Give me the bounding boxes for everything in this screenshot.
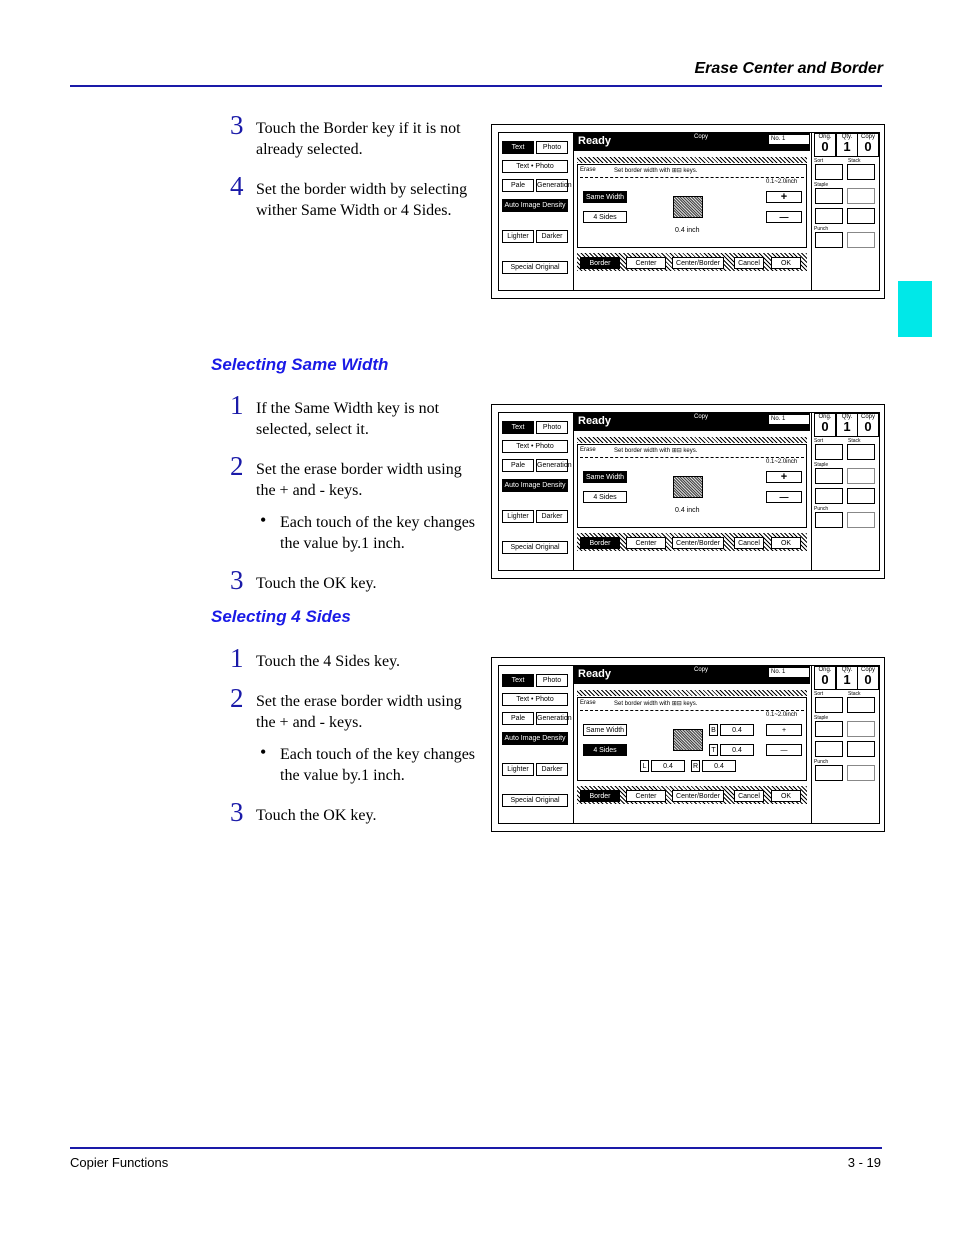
- erase-panel: [577, 164, 807, 248]
- bottom-side-value[interactable]: 0.4: [720, 724, 754, 736]
- text-mode-button[interactable]: Text: [502, 141, 534, 154]
- staple-label: Staple: [814, 182, 829, 188]
- hatch-band: [577, 690, 807, 696]
- range-text: 0.1~2.0inch: [766, 712, 798, 718]
- status-bar: [574, 666, 810, 684]
- text-photo-mode-button[interactable]: Text • Photo: [502, 440, 568, 453]
- left-side-key[interactable]: L: [640, 760, 649, 772]
- step-4-border-width: [230, 171, 485, 221]
- ok-button[interactable]: OK: [771, 537, 801, 549]
- right-side-value[interactable]: 0.4: [702, 760, 736, 772]
- pale-mode-button[interactable]: Pale: [502, 459, 534, 472]
- punch-top-icon[interactable]: [847, 765, 875, 781]
- sort-label: Sort: [814, 158, 824, 164]
- center-border-tab[interactable]: Center/Border: [672, 257, 724, 269]
- paper-preview-icon: [673, 729, 703, 751]
- staple-top-icon[interactable]: [815, 468, 843, 484]
- four-sides-bullet: [260, 742, 485, 786]
- staple-side-icon[interactable]: [847, 488, 875, 504]
- punch-top-icon[interactable]: [847, 512, 875, 528]
- screen-frame: [498, 665, 880, 824]
- status-bar: [574, 413, 810, 431]
- staple-double-icon[interactable]: [847, 188, 875, 204]
- step-text: Set the border width by selecting wither Same Width or 4 Sides.: [256, 181, 468, 219]
- four-sides-step-1: [230, 643, 485, 673]
- copy-counter: Copy 0: [857, 666, 879, 690]
- chapter-tab: [898, 281, 932, 337]
- quantity-counter: Qty. 1: [836, 666, 858, 690]
- main-panel: [574, 133, 810, 290]
- step-text: Touch the 4 Sides key.: [256, 653, 401, 670]
- stack-label: Stack: [848, 691, 861, 697]
- staple-corner-icon[interactable]: [815, 208, 843, 224]
- original-counter: Orig. 0: [814, 666, 836, 690]
- top-side-value[interactable]: 0.4: [720, 744, 754, 756]
- step-number: 1: [230, 390, 244, 420]
- stack-icon[interactable]: [847, 697, 875, 713]
- text-photo-mode-button[interactable]: Text • Photo: [502, 160, 568, 173]
- step-text: Touch the OK key.: [256, 807, 377, 824]
- sort-label: Sort: [814, 691, 824, 697]
- darker-button[interactable]: Darker: [536, 510, 568, 523]
- darker-button[interactable]: Darker: [536, 230, 568, 243]
- quantity-counter: Qty. 1: [836, 413, 858, 437]
- erase-label: Erase: [580, 447, 596, 453]
- four-sides-step-2: [230, 683, 485, 733]
- copy-mode-label: Copy: [694, 134, 709, 140]
- generation-mode-button[interactable]: Generation: [536, 712, 568, 725]
- step-number: 3: [230, 565, 244, 595]
- bullet-glyph: •: [260, 742, 267, 762]
- same-width-step-1: [230, 390, 485, 440]
- special-original-button[interactable]: Special Original: [502, 261, 568, 274]
- lighter-button[interactable]: Lighter: [502, 763, 534, 776]
- range-text: 0.1~2.0inch: [766, 459, 798, 465]
- staple-corner-icon[interactable]: [815, 488, 843, 504]
- status-ready: Ready: [578, 668, 612, 680]
- staple-side-icon[interactable]: [847, 208, 875, 224]
- footer-page-number: 3 - 19: [847, 1155, 881, 1170]
- screen-frame: [498, 132, 880, 291]
- same-width-button[interactable]: Same Width: [583, 191, 627, 203]
- lighter-button[interactable]: Lighter: [502, 510, 534, 523]
- punch-left-icon[interactable]: [815, 232, 843, 248]
- main-panel: [574, 413, 810, 570]
- four-sides-step-3: [230, 797, 485, 827]
- left-side-value[interactable]: 0.4: [651, 760, 685, 772]
- instruction-text: Set border width with ⊞⊟ keys.: [614, 701, 698, 707]
- punch-top-icon[interactable]: [847, 232, 875, 248]
- cancel-button[interactable]: Cancel: [734, 790, 764, 802]
- staple-label: Staple: [814, 462, 829, 468]
- same-width-step-2: [230, 451, 485, 501]
- cancel-button[interactable]: Cancel: [734, 257, 764, 269]
- center-border-tab[interactable]: Center/Border: [672, 790, 724, 802]
- copy-mode-label: Copy: [694, 667, 709, 673]
- plus-button[interactable]: +: [766, 471, 802, 483]
- same-width-button[interactable]: Same Width: [583, 724, 627, 736]
- status-ready: Ready: [578, 415, 612, 427]
- ok-button[interactable]: OK: [771, 257, 801, 269]
- step-number: 1: [230, 643, 244, 673]
- minus-button[interactable]: —: [766, 211, 802, 223]
- dashed-divider: [580, 710, 804, 711]
- staple-side-icon[interactable]: [847, 741, 875, 757]
- copier-screen-same-width: [491, 404, 885, 579]
- special-original-button[interactable]: Special Original: [502, 794, 568, 807]
- photo-mode-button[interactable]: Photo: [536, 141, 568, 154]
- minus-button[interactable]: —: [766, 491, 802, 503]
- right-panel: [811, 133, 880, 290]
- center-border-tab[interactable]: Center/Border: [672, 537, 724, 549]
- minus-button[interactable]: —: [766, 744, 802, 756]
- stack-label: Stack: [848, 158, 861, 164]
- same-width-button[interactable]: Same Width: [583, 471, 627, 483]
- stack-icon[interactable]: [847, 444, 875, 460]
- pale-mode-button[interactable]: Pale: [502, 179, 534, 192]
- paper-preview-icon: [673, 196, 703, 218]
- copier-screen-four-sides: [491, 657, 885, 832]
- section-title-four-sides: Selecting 4 Sides: [211, 607, 351, 626]
- right-panel: [811, 666, 880, 823]
- punch-left-icon[interactable]: [815, 765, 843, 781]
- job-number: No. 1: [769, 135, 809, 144]
- header-rule: [70, 85, 882, 87]
- top-side-key[interactable]: T: [709, 744, 718, 756]
- stack-icon[interactable]: [847, 164, 875, 180]
- bullet-text: Each touch of the key changes the value by.1 inch.: [280, 514, 476, 552]
- step-text: Touch the OK key.: [256, 575, 377, 592]
- punch-label: Punch: [814, 226, 829, 232]
- photo-mode-button[interactable]: Photo: [536, 421, 568, 434]
- copy-counter: Copy 0: [857, 413, 879, 437]
- step-number: 4: [230, 171, 244, 201]
- bullet-glyph: •: [260, 510, 267, 530]
- hatch-band: [577, 437, 807, 443]
- copy-counter: Copy 0: [857, 133, 879, 157]
- lighter-button[interactable]: Lighter: [502, 230, 534, 243]
- dashed-divider: [580, 457, 804, 458]
- range-text: 0.1~2.0inch: [766, 179, 798, 185]
- job-number: No. 1: [769, 415, 809, 424]
- page-header-title: Erase Center and Border: [694, 60, 883, 77]
- same-width-step-3: [230, 565, 485, 595]
- original-counter: Orig. 0: [814, 413, 836, 437]
- punch-left-icon[interactable]: [815, 512, 843, 528]
- copier-screen-border: [491, 124, 885, 299]
- four-sides-button[interactable]: 4 Sides: [583, 744, 627, 756]
- center-tab[interactable]: Center: [626, 257, 666, 269]
- border-width-value: 0.4 inch: [675, 507, 700, 514]
- sort-icon[interactable]: [815, 444, 843, 460]
- cancel-button[interactable]: Cancel: [734, 537, 764, 549]
- original-counter: Orig. 0: [814, 133, 836, 157]
- auto-image-density-button[interactable]: Auto Image Density: [502, 199, 568, 212]
- special-original-button[interactable]: Special Original: [502, 541, 568, 554]
- step-number: 2: [230, 683, 244, 713]
- auto-image-density-button[interactable]: Auto Image Density: [502, 479, 568, 492]
- staple-double-icon[interactable]: [847, 468, 875, 484]
- pale-mode-button[interactable]: Pale: [502, 712, 534, 725]
- instruction-text: Set border width with ⊞⊟ keys.: [614, 168, 698, 174]
- step-text: Set the erase border width using the + and - keys.: [256, 693, 462, 731]
- text-photo-mode-button[interactable]: Text • Photo: [502, 693, 568, 706]
- left-panel: [499, 666, 574, 823]
- instruction-text: Set border width with ⊞⊟ keys.: [614, 448, 698, 454]
- screen-frame: [498, 412, 880, 571]
- right-panel: [811, 413, 880, 570]
- left-panel: [499, 133, 574, 290]
- step-number: 2: [230, 451, 244, 481]
- erase-label: Erase: [580, 700, 596, 706]
- footer-section: Copier Functions: [70, 1155, 169, 1170]
- photo-mode-button[interactable]: Photo: [536, 674, 568, 687]
- job-number: No. 1: [769, 668, 809, 677]
- erase-panel: [577, 444, 807, 528]
- bullet-text: Each touch of the key changes the value by.1 inch.: [280, 746, 476, 784]
- same-width-bullet: [260, 510, 485, 554]
- ok-button[interactable]: OK: [771, 790, 801, 802]
- step-number: 3: [230, 110, 244, 140]
- status-bar: [574, 133, 810, 151]
- sort-label: Sort: [814, 438, 824, 444]
- copy-mode-label: Copy: [694, 414, 709, 420]
- auto-image-density-button[interactable]: Auto Image Density: [502, 732, 568, 745]
- darker-button[interactable]: Darker: [536, 763, 568, 776]
- dashed-divider: [580, 177, 804, 178]
- staple-corner-icon[interactable]: [815, 741, 843, 757]
- staple-top-icon[interactable]: [815, 188, 843, 204]
- border-tab[interactable]: Border: [580, 790, 620, 802]
- plus-button[interactable]: +: [766, 191, 802, 203]
- text-mode-button[interactable]: Text: [502, 421, 534, 434]
- section-title-same-width: Selecting Same Width: [211, 355, 389, 374]
- bottom-side-key[interactable]: B: [709, 724, 718, 736]
- center-tab[interactable]: Center: [626, 790, 666, 802]
- punch-label: Punch: [814, 506, 829, 512]
- center-tab[interactable]: Center: [626, 537, 666, 549]
- step-3-border: [230, 110, 485, 160]
- punch-label: Punch: [814, 759, 829, 765]
- sort-icon[interactable]: [815, 697, 843, 713]
- border-tab[interactable]: Border: [580, 537, 620, 549]
- generation-mode-button[interactable]: Generation: [536, 179, 568, 192]
- four-sides-button[interactable]: 4 Sides: [583, 491, 627, 503]
- step-text: If the Same Width key is not selected, select it.: [256, 400, 440, 438]
- left-panel: [499, 413, 574, 570]
- erase-label: Erase: [580, 167, 596, 173]
- four-sides-button[interactable]: 4 Sides: [583, 211, 627, 223]
- right-side-key[interactable]: R: [691, 760, 700, 772]
- hatch-band: [577, 157, 807, 163]
- border-width-value: 0.4 inch: [675, 227, 700, 234]
- step-number: 3: [230, 797, 244, 827]
- step-text: Touch the Border key if it is not already selected.: [256, 120, 461, 158]
- staple-double-icon[interactable]: [847, 721, 875, 737]
- sort-icon[interactable]: [815, 164, 843, 180]
- main-panel: [574, 666, 810, 823]
- generation-mode-button[interactable]: Generation: [536, 459, 568, 472]
- staple-label: Staple: [814, 715, 829, 721]
- erase-panel: [577, 697, 807, 781]
- status-ready: Ready: [578, 135, 612, 147]
- staple-top-icon[interactable]: [815, 721, 843, 737]
- text-mode-button[interactable]: Text: [502, 674, 534, 687]
- plus-button[interactable]: +: [766, 724, 802, 736]
- stack-label: Stack: [848, 438, 861, 444]
- footer-rule: [70, 1147, 882, 1149]
- quantity-counter: Qty. 1: [836, 133, 858, 157]
- step-text: Set the erase border width using the + and - keys.: [256, 461, 462, 499]
- border-tab[interactable]: Border: [580, 257, 620, 269]
- paper-preview-icon: [673, 476, 703, 498]
